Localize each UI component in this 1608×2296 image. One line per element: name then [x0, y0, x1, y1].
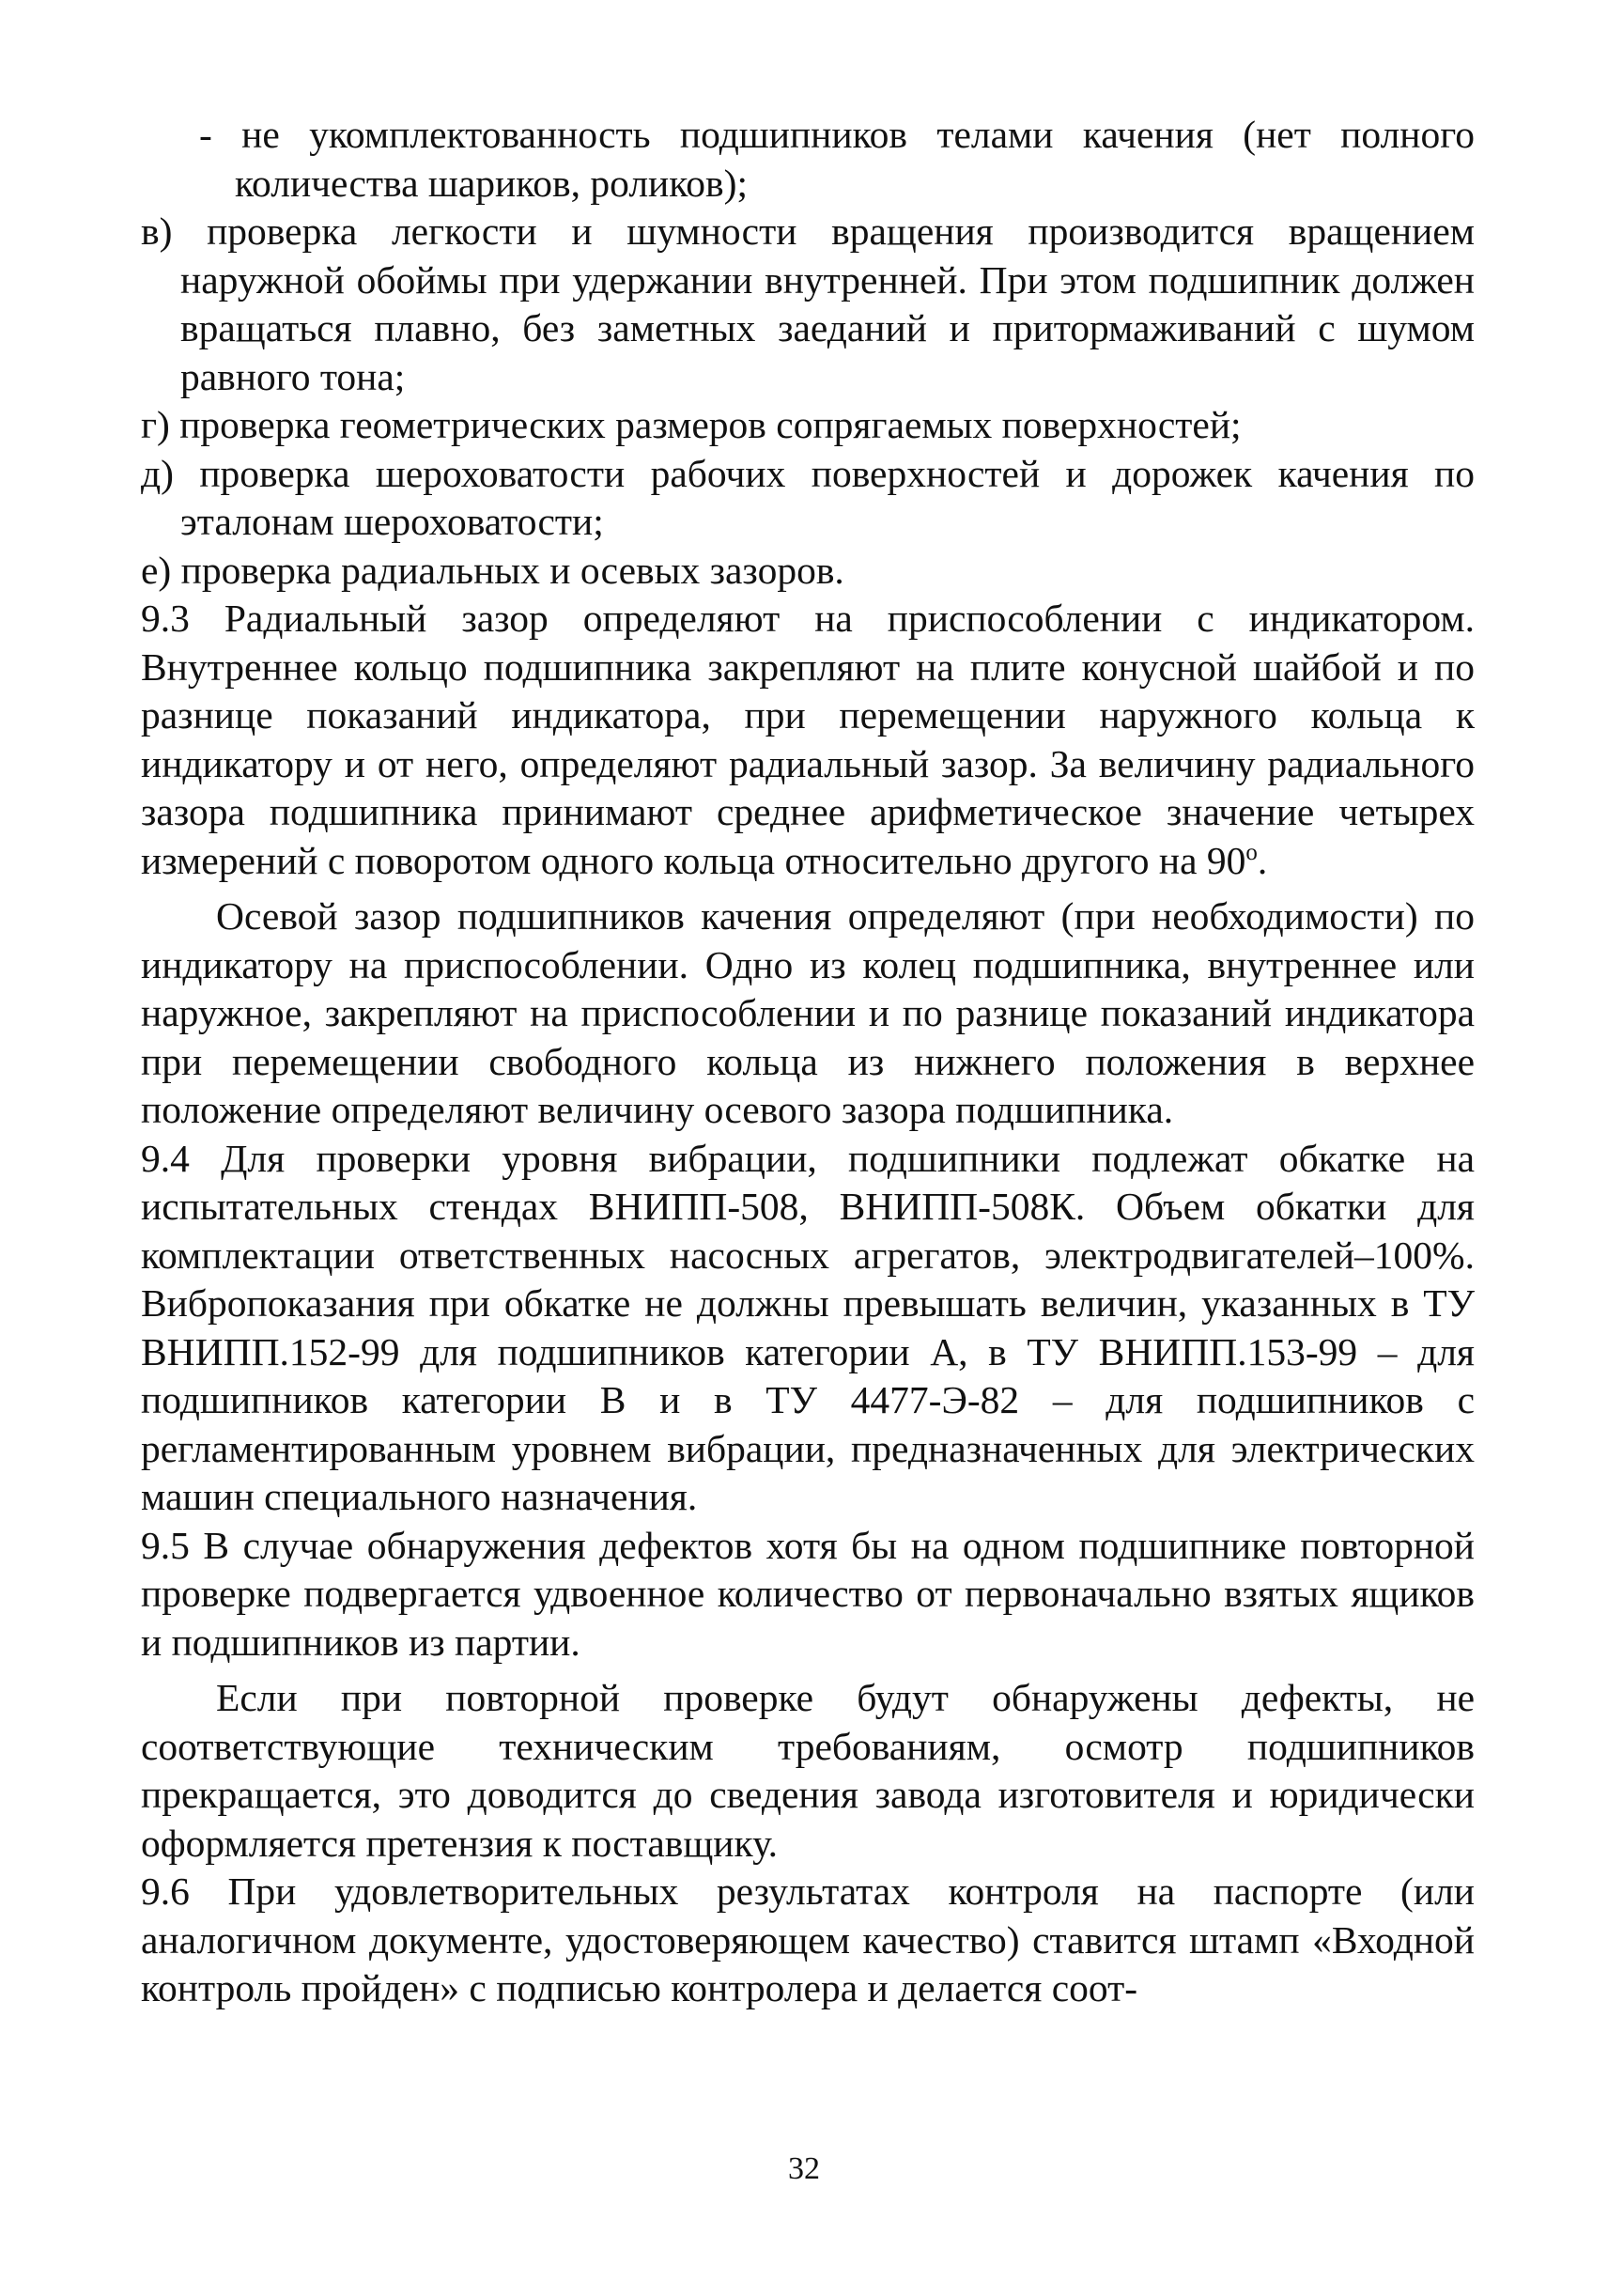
- paragraph-9-4: 9.4 Для проверки уровня вибрации, подшипники подлежат обкатке на испытательных стендах ВНИПП-508, ВНИПП-508К. Объем обкатки для комплектации ответственных насосных агрегатов, электродвигателей–100%. Вибропоказания при обкатке не должны превышать величин, указанных в ТУ ВНИПП.152-99 для подшипников категории А, в ТУ ВНИПП.153-99 – для подшипников категории В и в ТУ 4477-Э-82 – для подшипников с регламентированным уровнем вибрации, предназначенных для электрических машин специального назначения.: [141, 1136, 1475, 1518]
- list-item-e-clearance-check: е) проверка радиальных и осевых зазоров.: [141, 548, 844, 592]
- paragraph-9-3-text: 9.3 Радиальный зазор определяют на приспособлении с индикатором. Внутреннее кольцо подшипника закрепляют на плите конусной шайбой и по разнице показаний индикатора, при перемещении наружного кольца к индикатору и от него, определяют радиальный зазор. За величину радиального зазора подшипника принимают среднее арифметическое значение четырех измерений с поворотом одного кольца относительно другого на 90: [141, 597, 1475, 882]
- list-item-d-roughness-check: д) проверка шероховатости рабочих поверхностей и дорожек качения по эталонам шероховатости;: [141, 451, 1475, 543]
- paragraph-axial-clearance: Осевой зазор подшипников качения определяют (при необходимости) по индикатору на приспособлении. Одно из колец подшипника, внутреннее или наружное, закрепляют на приспособлении и по разнице показаний индикатора при перемещении свободного кольца из нижнего положения в верхнее положение определяют величину осевого зазора подшипника.: [141, 894, 1475, 1131]
- paragraph-9-5: 9.5 В случае обнаружения дефектов хотя бы на одном подшипнике повторной проверке подвергается удвоенное количество от первоначально взятых ящиков и подшипников из партии.: [141, 1523, 1475, 1664]
- paragraph-9-6: 9.6 При удовлетворительных результатах контроля на паспорте (или аналогичном документе, удостоверяющем качество) ставится штамп «Входной контроль пройден» с подписью контролера и делается соот-: [141, 1869, 1475, 2009]
- degree-symbol: o: [1245, 839, 1258, 865]
- list-item-v-rotation-check: в) проверка легкости и шумности вращения производится вращением наружной обоймы при удержании внутренней. При этом подшипник должен вращаться плавно, без заметных заеданий и притормаживаний с шумом равного тона;: [141, 209, 1475, 398]
- document-body: [141, 111, 1475, 2013]
- list-item-incomplete-rolling-elements: - не укомплектованность подшипников телами качения (нет полного количества шариков, роликов);: [199, 113, 1475, 205]
- page-number: 32: [788, 2151, 820, 2186]
- paragraph-9-3-end: .: [1257, 838, 1268, 882]
- paragraph-9-3: [141, 595, 1475, 885]
- paragraph-repeat-check: Если при повторной проверке будут обнаружены дефекты, не соответствующие техническим требованиям, осмотр подшипников прекращается, это доводится до сведения завода изготовителя и юридически оформляется претензия к поставщику.: [141, 1676, 1475, 1865]
- list-item-g-geometry-check: г) проверка геометрических размеров сопрягаемых поверхностей;: [141, 403, 1242, 446]
